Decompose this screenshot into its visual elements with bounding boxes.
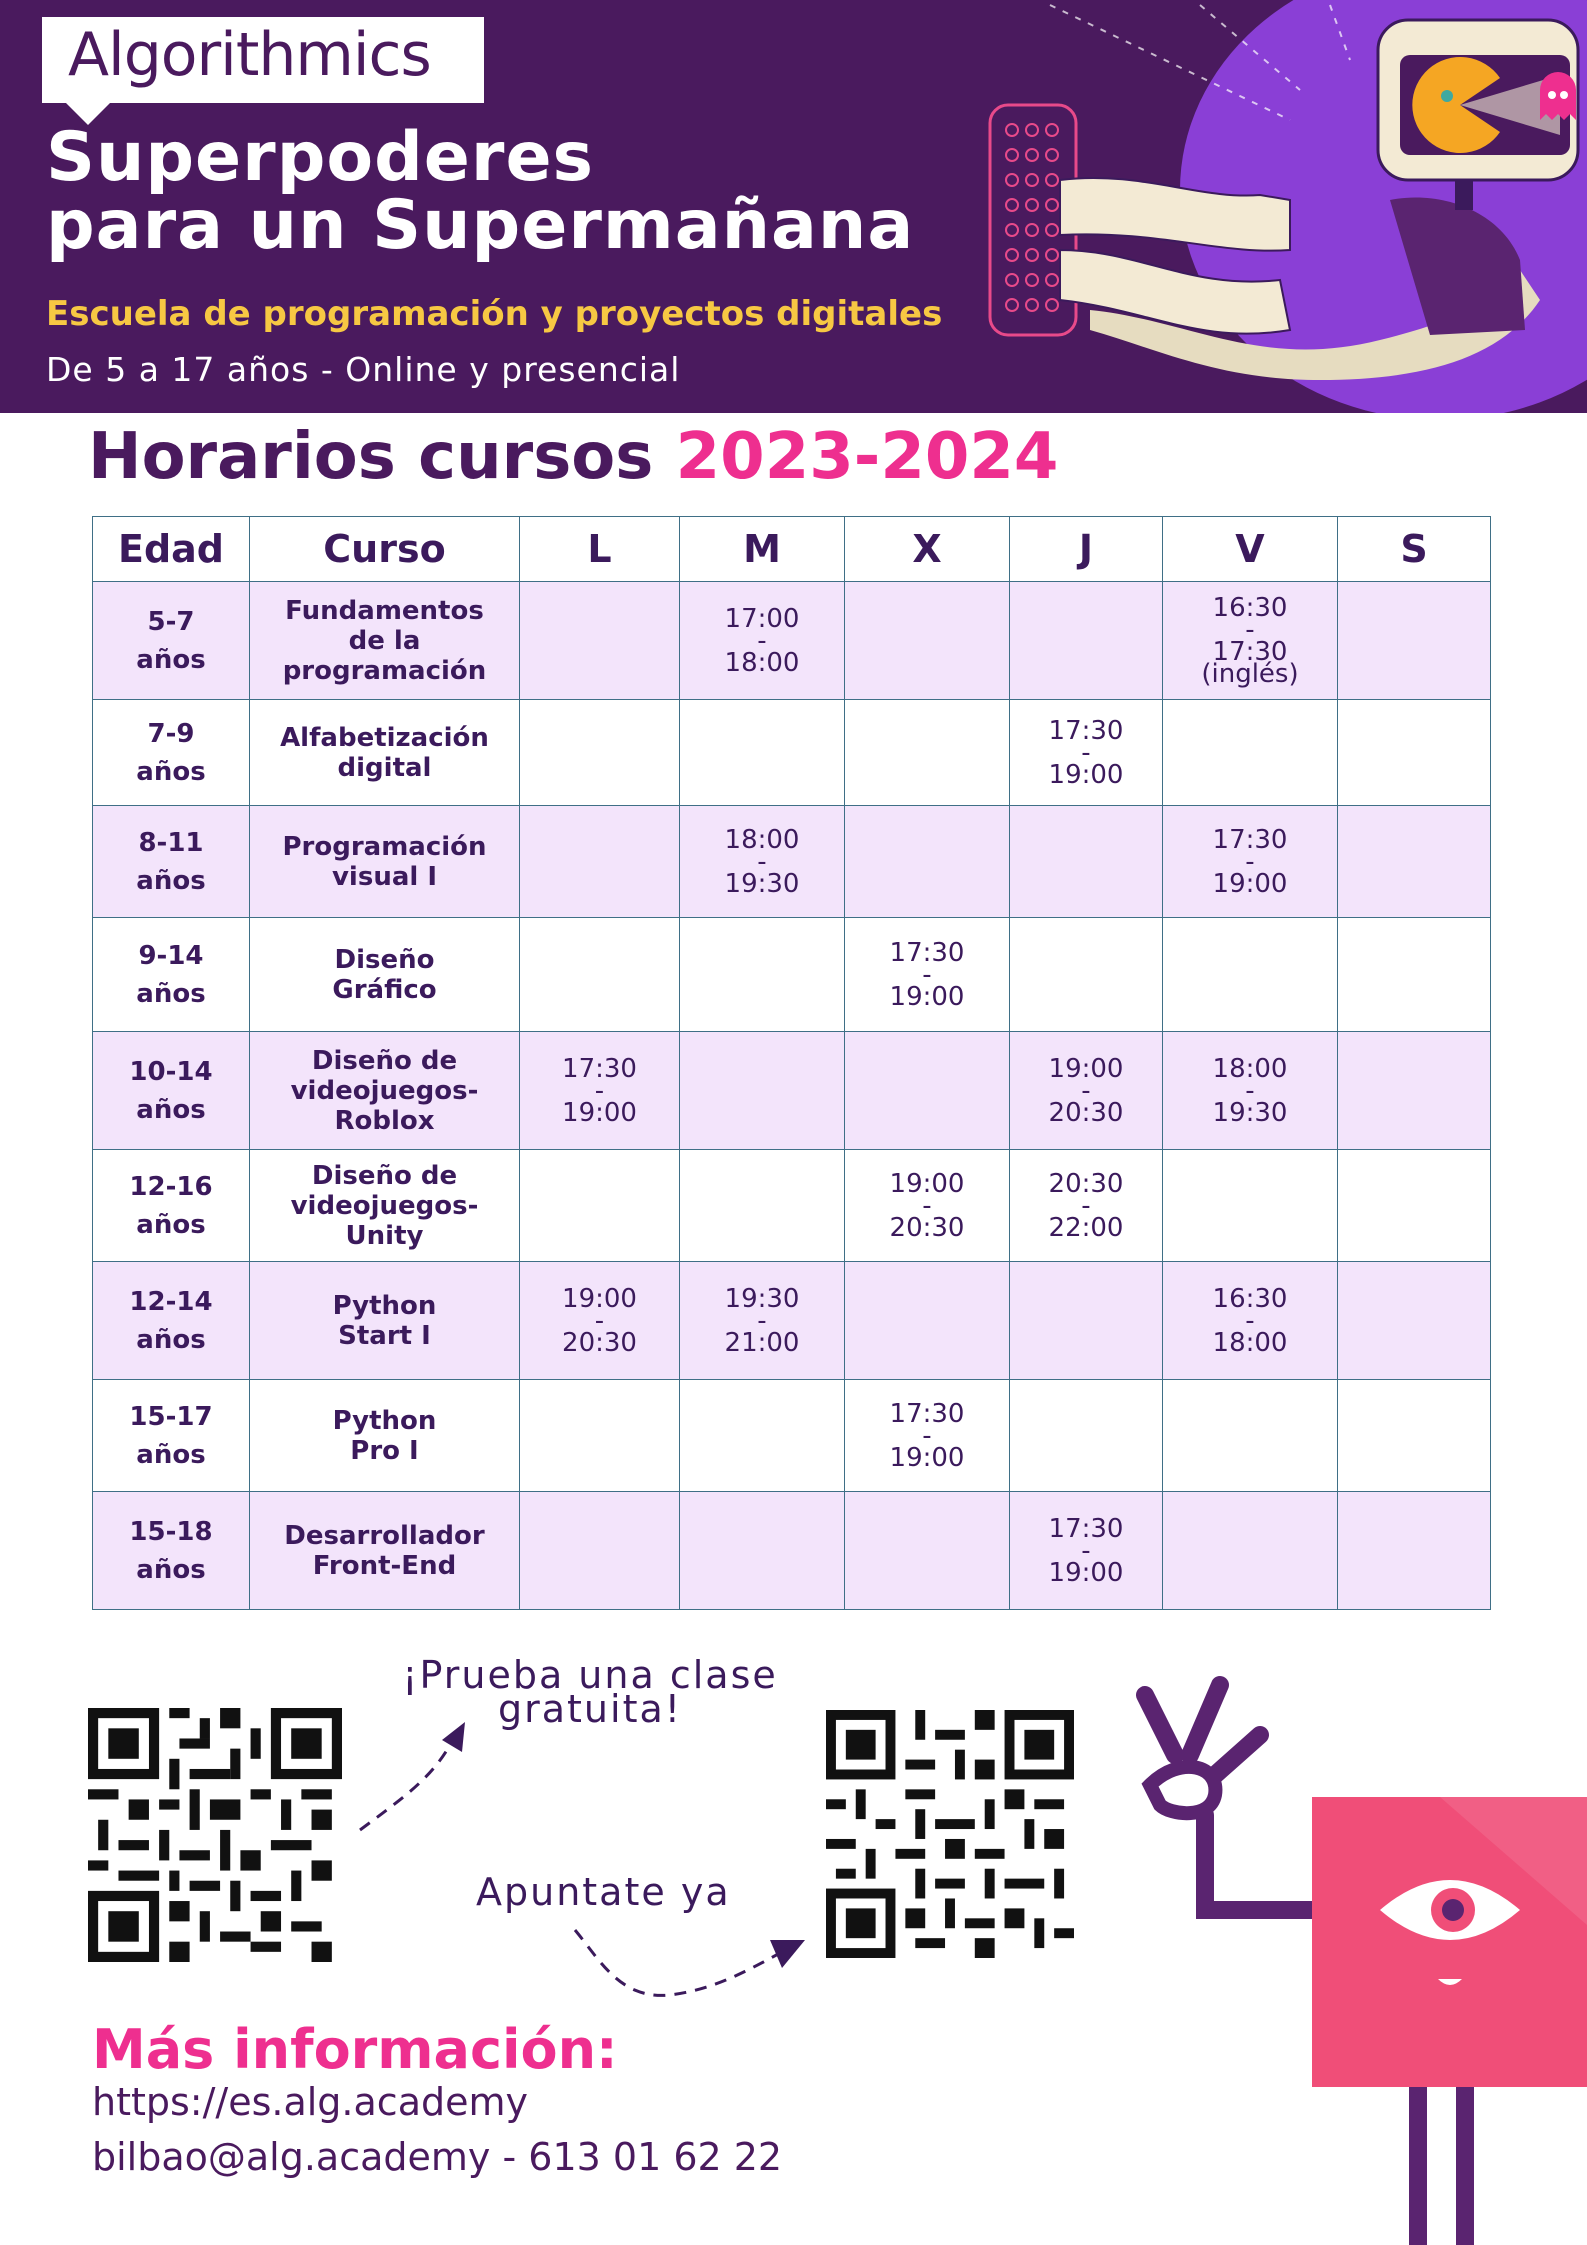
time-value: 19:00 - 20:30 (562, 1283, 637, 1358)
time-cell-v (1163, 1032, 1338, 1150)
header-cell: S (1338, 517, 1491, 582)
time-value: 17:00 - 18:00 (724, 603, 800, 678)
course-cell: Alfabetización digital (250, 700, 520, 806)
time-cell-x (845, 1492, 1010, 1610)
time-cell-v (1163, 700, 1338, 806)
age-cell: 5-7 años (93, 582, 250, 700)
time-cell-m (680, 700, 845, 806)
time-cell-s (1338, 1150, 1491, 1262)
age-cell: 15-17 años (93, 1380, 250, 1492)
table-row (93, 918, 1491, 1032)
table-row (93, 1492, 1491, 1610)
course-cell: Diseño de videojuegos- Unity (250, 1150, 520, 1262)
course-cell: Programación visual I (250, 806, 520, 918)
time-cell-v (1163, 1150, 1338, 1262)
course-cell: Fundamentos de la programación (250, 582, 520, 700)
time-cell-m (680, 1262, 845, 1380)
time-value: 19:00 - 20:30 (1048, 1053, 1124, 1128)
qr-code-icon[interactable] (88, 1708, 342, 1962)
time-value: 19:00 - 20:30 (889, 1168, 965, 1243)
time-cell-x (845, 1150, 1010, 1262)
mascot-illustration (1120, 1675, 1587, 2245)
age-cell: 9-14 años (93, 918, 250, 1032)
time-cell-x (845, 1380, 1010, 1492)
age-cell: 15-18 años (93, 1492, 250, 1610)
time-value: 17:30 - 19:00 (1048, 1513, 1124, 1588)
hero-title: Superpoderes para un Supermañana (46, 118, 915, 265)
time-cell-j (1010, 700, 1163, 806)
schedule-title-prefix: Horarios cursos (88, 420, 676, 494)
hero-meta: De 5 a 17 años - Online y presencial (46, 350, 681, 389)
schedule-title (88, 420, 1058, 494)
time-cell-l (520, 1492, 680, 1610)
age-cell: 7-9 años (93, 700, 250, 806)
time-cell-m (680, 1380, 845, 1492)
time-cell-l (520, 700, 680, 806)
time-cell-j (1010, 918, 1163, 1032)
time-value: 17:30 - 19:00 (889, 1398, 965, 1473)
time-cell-m (680, 1150, 845, 1262)
time-value: 17:30 - 19:00 (1212, 824, 1288, 899)
age-cell: 10-14 años (93, 1032, 250, 1150)
age-cell: 12-14 años (93, 1262, 250, 1380)
robot-illustration (960, 0, 1587, 413)
time-cell-s (1338, 1032, 1491, 1150)
time-value: 16:30 - 17:30 (inglés) (1201, 592, 1299, 689)
header-cell: X (845, 517, 1010, 582)
header-cell: J (1010, 517, 1163, 582)
hero-subtitle: Escuela de programación y proyectos digitales (46, 294, 943, 334)
time-value: 16:30 - 18:00 (1212, 1283, 1288, 1358)
more-info-title: Más información: (92, 2018, 618, 2081)
time-cell-j (1010, 1262, 1163, 1380)
time-cell-s (1338, 1492, 1491, 1610)
time-cell-x (845, 1262, 1010, 1380)
time-cell-x (845, 700, 1010, 806)
time-cell-s (1338, 700, 1491, 806)
time-cell-l (520, 582, 680, 700)
trial-cta[interactable]: ¡Prueba una clase gratuita! (402, 1653, 778, 1731)
time-cell-s (1338, 1380, 1491, 1492)
time-cell-v (1163, 806, 1338, 918)
time-cell-x (845, 582, 1010, 700)
header-cell: Curso (250, 517, 520, 582)
time-cell-v (1163, 1492, 1338, 1610)
course-cell: Diseño de videojuegos- Roblox (250, 1032, 520, 1150)
time-cell-l (520, 806, 680, 918)
time-value: 18:00 - 19:30 (724, 824, 800, 899)
qr-code-icon[interactable] (826, 1710, 1074, 1958)
time-cell-s (1338, 918, 1491, 1032)
header-cell: V (1163, 517, 1338, 582)
dashed-arrow-icon (350, 1700, 830, 2020)
schedule-title-year: 2023-2024 (675, 420, 1059, 494)
header-banner (0, 0, 1587, 413)
time-value: 17:30 - 19:00 (1048, 715, 1124, 790)
time-value: 17:30 - 19:00 (889, 937, 965, 1012)
time-cell-x (845, 806, 1010, 918)
logo: Algorithmics (68, 20, 431, 90)
table-row (93, 1262, 1491, 1380)
time-cell-l (520, 1262, 680, 1380)
time-cell-l (520, 1032, 680, 1150)
schedule-body (93, 582, 1491, 1610)
time-cell-v (1163, 582, 1338, 700)
table-row (93, 1380, 1491, 1492)
age-cell: 8-11 años (93, 806, 250, 918)
time-cell-l (520, 1150, 680, 1262)
table-header-row (93, 517, 1491, 582)
table-row (93, 1032, 1491, 1150)
time-cell-m (680, 1492, 845, 1610)
time-cell-s (1338, 1262, 1491, 1380)
time-cell-j (1010, 582, 1163, 700)
time-cell-x (845, 918, 1010, 1032)
header-cell: M (680, 517, 845, 582)
time-cell-s (1338, 806, 1491, 918)
time-value: 19:30 - 21:00 (724, 1283, 800, 1358)
schedule-table-wrap (92, 516, 1490, 1610)
time-value: 17:30 - 19:00 (562, 1053, 637, 1128)
time-cell-v (1163, 1262, 1338, 1380)
time-cell-l (520, 1380, 680, 1492)
age-cell: 12-16 años (93, 1150, 250, 1262)
signup-cta[interactable]: Apuntate ya (476, 1870, 731, 1914)
schedule-table (92, 516, 1491, 1610)
time-cell-v (1163, 918, 1338, 1032)
header-cell: Edad (93, 517, 250, 582)
time-cell-j (1010, 806, 1163, 918)
email-phone[interactable]: bilbao@alg.academy - 613 01 62 22 (92, 2135, 783, 2179)
course-cell: Python Start I (250, 1262, 520, 1380)
time-value: 20:30 - 22:00 (1048, 1168, 1124, 1243)
course-cell: Python Pro I (250, 1380, 520, 1492)
table-row (93, 700, 1491, 806)
time-cell-m (680, 1032, 845, 1150)
time-cell-j (1010, 1032, 1163, 1150)
time-cell-x (845, 1032, 1010, 1150)
course-cell: Desarrollador Front-End (250, 1492, 520, 1610)
time-cell-v (1163, 1380, 1338, 1492)
time-cell-j (1010, 1492, 1163, 1610)
table-row (93, 806, 1491, 918)
course-cell: Diseño Gráfico (250, 918, 520, 1032)
time-cell-j (1010, 1380, 1163, 1492)
table-row (93, 582, 1491, 700)
time-cell-m (680, 582, 845, 700)
time-cell-j (1010, 1150, 1163, 1262)
time-cell-l (520, 918, 680, 1032)
time-cell-s (1338, 582, 1491, 700)
header-cell: L (520, 517, 680, 582)
table-row (93, 1150, 1491, 1262)
time-cell-m (680, 806, 845, 918)
website-link[interactable]: https://es.alg.academy (92, 2080, 528, 2124)
time-value: 18:00 - 19:30 (1212, 1053, 1288, 1128)
time-cell-m (680, 918, 845, 1032)
